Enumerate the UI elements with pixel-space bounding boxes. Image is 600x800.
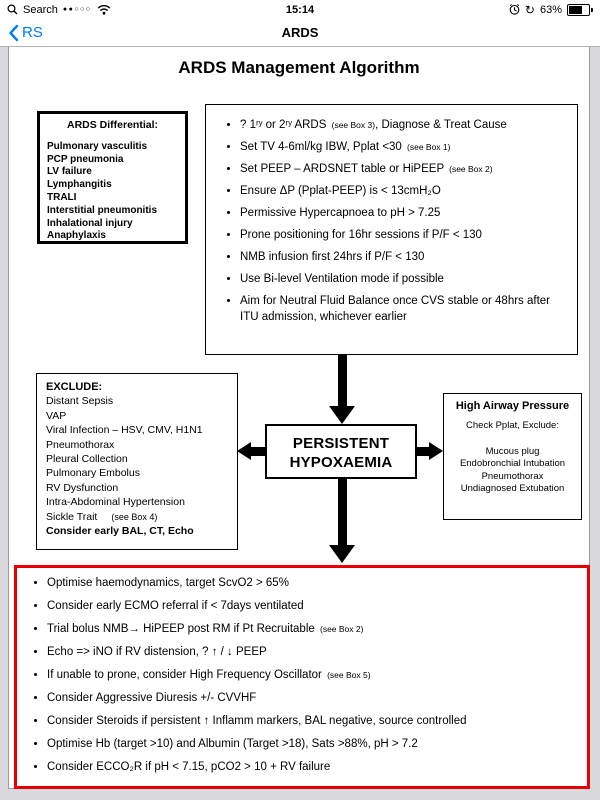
exclude-item xyxy=(46,452,228,466)
refractory-item-text: If unable to prone, consider High Frequency Oscillator xyxy=(47,669,326,681)
management-list xyxy=(214,117,569,325)
refractory-box xyxy=(14,565,590,789)
refractory-item-text: Consider ECCO₂R if pH < 7.15, pCO2 > 10 + RV failure xyxy=(47,761,331,773)
exclude-box xyxy=(36,373,238,550)
exclude-item-text: Intra-Abdominal Hypertension xyxy=(46,496,185,509)
refractory-item-text: Optimise haemodynamics, target ScvO2 > 65% xyxy=(47,577,289,589)
exclude-item-text: Viral Infection – HSV, CMV, H1N1 xyxy=(46,424,203,437)
exclude-item xyxy=(46,481,228,495)
management-item-text: NMB infusion first 24hrs if P/F < 130 xyxy=(240,251,425,263)
cell-signal-icon: ●●○○○ xyxy=(62,6,92,13)
exclude-item-note: (see Box 4) xyxy=(111,511,158,522)
exclude-footnote: Consider early BAL, CT, Echo xyxy=(46,525,194,538)
exclude-list xyxy=(46,394,228,524)
management-item-text: ? 1ʳʸ or 2ʳʸ ARDS xyxy=(240,119,330,131)
refractory-item xyxy=(47,599,587,614)
refractory-item xyxy=(47,622,587,637)
exclude-item xyxy=(46,409,228,423)
management-item xyxy=(240,293,569,325)
exclude-item xyxy=(46,423,228,437)
refractory-item-note: (see Box 5) xyxy=(327,670,371,680)
exclude-item-text: Pneumothorax xyxy=(46,438,115,451)
management-item-text: Permissive Hypercapnoea to pH > 7.25 xyxy=(240,207,441,219)
differential-title: ARDS Differential: xyxy=(66,119,158,131)
refractory-item-note: (see Box 2) xyxy=(319,624,364,634)
differential-item: TRALI xyxy=(47,191,77,203)
refractory-item-text: Trial bolus NMB→ HiPEEP post RM if Pt Recruitable xyxy=(47,623,318,635)
differential-item: Anaphylaxis xyxy=(47,230,106,242)
management-item xyxy=(240,205,569,221)
refractory-item-text: Consider Aggressive Diuresis +/- CVVHF xyxy=(47,692,257,704)
refractory-item-text: Optimise Hb (target >10) and Albumin (Target >18), Sats >88%, pH > 7.2 xyxy=(47,738,418,750)
management-item-text: Set TV 4-6ml/kg IBW, Pplat <30 xyxy=(240,141,406,153)
exclude-item xyxy=(46,438,228,452)
exclude-item-text: Pulmonary Embolus xyxy=(46,467,140,480)
differential-item: Pulmonary vasculitis xyxy=(47,140,148,152)
management-item-note: (see Box 3) xyxy=(331,120,376,130)
high-airway-list xyxy=(446,446,579,496)
exclude-item xyxy=(46,466,228,480)
status-time: 15:14 xyxy=(285,3,315,16)
management-item xyxy=(240,271,569,287)
management-item xyxy=(240,117,569,133)
search-label: Search xyxy=(23,3,58,16)
differential-item: Inhalational injury xyxy=(47,217,133,229)
high-airway-box xyxy=(443,393,582,520)
management-item-text: Set PEEP – ARDSNET table or HiPEEP xyxy=(240,163,448,175)
high-airway-subtitle: Check Pplat, Exclude: xyxy=(466,420,559,431)
differential-list xyxy=(47,141,178,243)
high-airway-item: Pneumothorax xyxy=(481,470,544,482)
refractory-item-text: Consider early ECMO referral if < 7days ventilated xyxy=(47,600,304,612)
management-item xyxy=(240,183,569,199)
refractory-item xyxy=(47,691,587,706)
exclude-item-text: Distant Sepsis xyxy=(46,395,114,408)
differential-box xyxy=(37,111,188,244)
differential-item: LV failure xyxy=(47,166,92,178)
refractory-item xyxy=(47,576,587,591)
nav-title: ARDS xyxy=(281,25,319,40)
refractory-item xyxy=(47,714,587,729)
management-item-text: Ensure ΔP (Pplat-PEEP) is < 13cmH₂O xyxy=(240,185,441,197)
back-label: RS xyxy=(22,24,43,41)
high-airway-item: Mucous plug xyxy=(485,445,540,457)
refractory-item-text: Consider Steroids if persistent ↑ Inflamm markers, BAL negative, source controlled xyxy=(47,715,467,727)
exclude-item-text: VAP xyxy=(46,409,67,422)
nav-bar xyxy=(0,19,600,47)
high-airway-title: High Airway Pressure xyxy=(455,400,570,412)
management-item-text: Prone positioning for 16hr sessions if P/F < 130 xyxy=(240,229,482,241)
management-item xyxy=(240,139,569,155)
exclude-item xyxy=(46,510,228,524)
management-item-text: Use Bi-level Ventilation mode if possible xyxy=(240,273,444,285)
exclude-item xyxy=(46,495,228,509)
management-item xyxy=(240,227,569,243)
refractory-item xyxy=(47,645,587,660)
rotation-lock-icon: ↻ xyxy=(524,2,535,17)
document-viewer[interactable] xyxy=(0,47,600,800)
refractory-item-text: Echo => iNO if RV distension, ? ↑ / ↓ PEEP xyxy=(47,646,267,658)
exclude-title: EXCLUDE: xyxy=(46,381,103,393)
exclude-item xyxy=(46,394,228,408)
battery-percent: 63% xyxy=(539,3,562,16)
refractory-list xyxy=(17,576,587,775)
management-item-text: Aim for Neutral Fluid Balance once CVS stable or 48hrs after ITU admission, whichever earlier xyxy=(240,295,551,323)
exclude-item-text: Sickle Trait xyxy=(46,510,98,523)
high-airway-item: Endobronchial Intubation xyxy=(459,458,566,469)
management-item xyxy=(240,161,569,177)
battery-icon xyxy=(567,4,593,16)
document-page xyxy=(8,47,590,789)
management-item-note: (see Box 1) xyxy=(407,142,451,152)
high-airway-item: Undiagnosed Extubation xyxy=(460,483,565,494)
refractory-item xyxy=(47,668,587,683)
status-bar xyxy=(0,0,600,19)
persistent-hypoxaemia-box: PERSISTENT HYPOXAEMIA xyxy=(265,424,417,479)
page-title: ARDS Management Algorithm xyxy=(178,58,420,77)
refractory-item xyxy=(47,737,587,752)
refractory-item xyxy=(47,760,587,775)
management-item-note: (see Box 2) xyxy=(449,164,493,174)
management-item xyxy=(240,249,569,265)
exclude-item-text: Pleural Collection xyxy=(46,453,128,466)
differential-item: PCP pneumonia xyxy=(47,153,124,165)
exclude-item-text: RV Dysfunction xyxy=(46,481,119,494)
initial-management-box xyxy=(205,104,578,355)
management-item-post: , Diagnose & Treat Cause xyxy=(375,119,507,131)
differential-item: Lymphangitis xyxy=(47,179,112,191)
differential-item: Interstitial pneumonitis xyxy=(47,204,158,216)
